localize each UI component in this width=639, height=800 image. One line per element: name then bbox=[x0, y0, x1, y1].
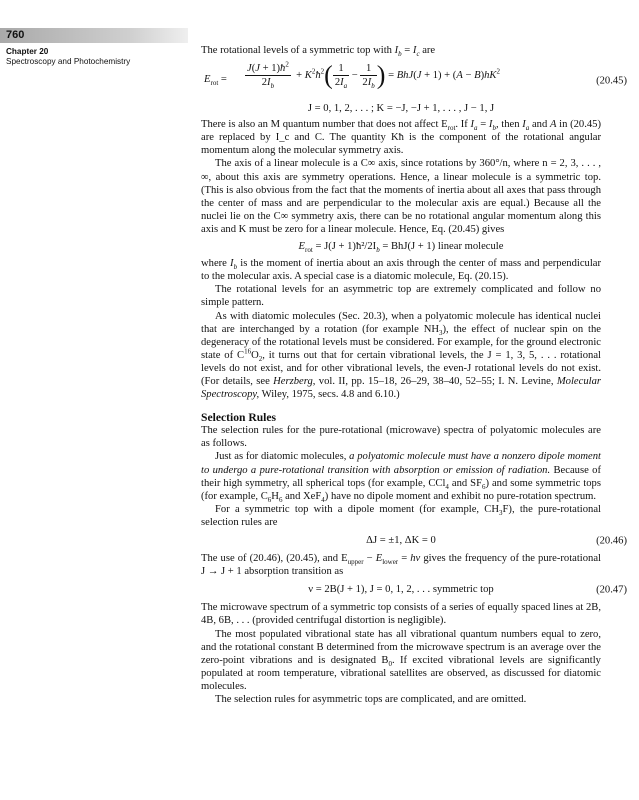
section-heading-selection-rules: Selection Rules bbox=[201, 411, 277, 425]
main-text bbox=[201, 44, 627, 706]
eq-number-20-47: (20.47) bbox=[596, 584, 627, 596]
paragraph-asymmetric-top: The rotational levels for an asymmetric top are extremely complicated and follow no simple pattern. bbox=[201, 284, 601, 309]
paragraph-m-quantum: There is also an M quantum number that does not affect $E_{rot}$. If $I_a = I_b$, then $I_a$ and A in (20.45) are replaced by I_c and C. The quantity Kħ is the component of the rotational angular momentum along the molecular symmetry axis. bbox=[201, 119, 601, 157]
page-number: 760 bbox=[6, 29, 25, 41]
equation-20-45: $E_{rot}$ = $\frac{J(J + 1)ħ^2}{2I_b}$ + $K^2ħ^2$( $\frac{1}{2I_a}$ − $\frac{1}{2I_b}$ ) = $BhJ(J + 1) + (A - B)hK^2$ (20.45) bbox=[204, 60, 627, 91]
paragraph-linear-molecule: The axis of a linear molecule is a C∞ axis, since rotations by 360°/n, where n = 2, 3, . . . , ∞, about this axis are symmetry operations. Hence, a linear molecule is a symmetric top. (This is also obvious from the fact that the moments of inertia about all axes that pass through the center of mass and are perpendicular to the molecular axis are equal.) Because all the nuclei lie on the C∞ symmetry axis, there can be no rotational angular momentum along this axis and K must be zero for a linear molecule. Hence, Eq. (20.45) gives bbox=[201, 158, 601, 235]
paragraph-symmetric-top-rules: For a symmetric top with a dipole moment (for example, $CH_3F$), the pure-rotational selection rules are bbox=[201, 503, 601, 528]
chapter-title: Spectroscopy and Photochemistry bbox=[6, 57, 131, 66]
paragraph-dipole-moment: Just as for diatomic molecules, a polyatomic molecule must have a nonzero dipole moment to undergo a pure-rotational transition with absorption or emission of radiation. Because of their high symmetry, all spherical tops (for example, CCl$_4$ and $SF_6$) and some symmetric tops (for example, $C_6H_6$ and XeF$_4$) have no dipole moment and exhibit no pure-rotation spectrum. bbox=[201, 451, 601, 504]
page-number-bar bbox=[0, 28, 188, 43]
equation-20-47: ν = 2B(J + 1), J = 0, 1, 2, . . . symmetric top (20.47) bbox=[308, 584, 627, 596]
eq-number-20-46: (20.46) bbox=[596, 535, 627, 546]
equation-20-46: ΔJ = ±1, ΔK = 0 (20.46) bbox=[366, 535, 627, 546]
paragraph-selection-intro: The selection rules for the pure-rotational (microwave) spectra of polyatomic molecules are as follows. bbox=[201, 425, 601, 450]
paragraph-asymmetric-selection: The selection rules for asymmetric tops are complicated, and are omitted. bbox=[215, 694, 527, 706]
equation-linear-molecule: $E_{rot} = J(J$ + $1)ħ^2/2I_b = BhJ(J + 1)$ linear molecule bbox=[298, 241, 504, 255]
paragraph-where: where $I_b$ is the moment of inertia about an axis through the center of mass and perpendicular to the molecular axis. A special case is a diatomic molecule, Eq. (20.15). bbox=[201, 258, 602, 283]
paragraph-nuclear-spin: As with diatomic molecules (Sec. 20.3), when a polyatomic molecule has identical nuclei that are interchanged by a rotation (for example $NH_3$), the effect of nuclear spin on the degeneracy of the rotational levels must be considered. For example, for the ground electronic state of $C^{16}O_2$, it turns out that for certain vibrational levels, the J = 1, 3, 5, . . . rotational levels do not exist, and for other vibrational levels, the even-J rotational levels do not exist. (For details, see Herzberg, vol. II, pp. 15–18, 26–29, 38–40, 52–55; I. N. Levine, Molecular Spectroscopy, Wiley, 1975, secs. 4.8 and 6.10.) bbox=[201, 310, 601, 401]
intro-line: The rotational levels of a symmetric top with $I_b = I_c$ are bbox=[201, 45, 436, 59]
equation-20-45-ranges: J = 0, 1, 2, . . . ; K = −J, −J + 1, . . . , J − 1, J bbox=[307, 103, 495, 115]
chapter-header bbox=[6, 47, 196, 67]
paragraph-microwave-spectrum: The microwave spectrum of a symmetric top consists of a series of equally spaced lines at 2B, 4B, 6B, . . . (provided centrifugal distortion is negligible). bbox=[201, 602, 601, 627]
paragraph-populated-state: The most populated vibrational state has all vibrational quantum numbers equal to zero, and the rotational constant B determined from the microwave spectrum is an average over the zero-point vibrations and is designated $B_0$. If excited vibrational levels are significantly populated at room temperature, vibrational satellites are observed, as discussed for diatomic molecules. bbox=[201, 628, 601, 692]
paragraph-use-of-equations: The use of (20.46), (20.45), and $E_{upper} - E_{lower} = h\nu$ gives the frequency of the pure-rotational J → J + 1 absorption transition as bbox=[201, 553, 601, 578]
chapter-label: Chapter 20 bbox=[6, 47, 49, 56]
eq-number-20-45: (20.45) bbox=[596, 75, 627, 87]
